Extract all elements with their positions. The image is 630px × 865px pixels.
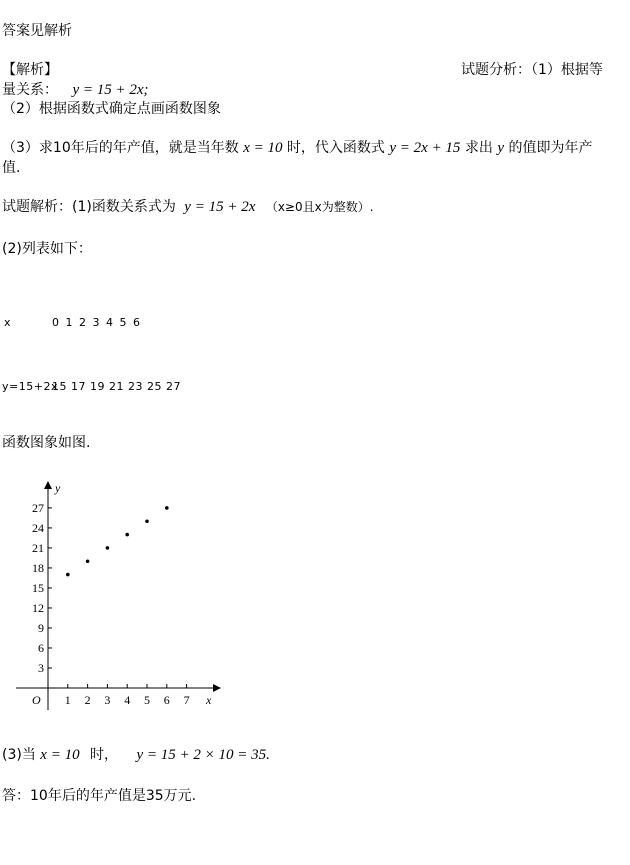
data-point bbox=[165, 506, 169, 510]
table-row-x-values: 0 1 2 3 4 5 6 bbox=[52, 316, 141, 329]
y-tick-label: 21 bbox=[32, 540, 44, 555]
final-answer: 答：10年后的年产值是35万元. bbox=[2, 788, 197, 804]
analysis-line-4-d: 的值即为年产 bbox=[508, 140, 593, 156]
table-row-x-label: x bbox=[4, 316, 12, 329]
y-tick-label: 9 bbox=[38, 620, 44, 635]
analysis-line-4-c: 求出 bbox=[464, 140, 493, 156]
analysis-intro: 试题分析：（1）根据等 bbox=[461, 62, 603, 78]
data-point bbox=[86, 559, 90, 563]
function-graph bbox=[0, 470, 260, 720]
analysis-line-4-math-1: x = 10 bbox=[243, 140, 283, 156]
analysis-line-4-a: （3）求10年后的年产值，就是当年数 bbox=[2, 140, 239, 156]
analysis-line-4-math-3: y bbox=[497, 140, 505, 156]
data-point bbox=[145, 519, 149, 523]
answer-heading: 答案见解析 bbox=[2, 23, 72, 39]
solution-line bbox=[2, 196, 374, 216]
y-tick-label: 27 bbox=[32, 500, 44, 515]
analysis-line-2-text: 量关系： bbox=[2, 82, 58, 98]
data-point bbox=[106, 546, 110, 550]
table-intro: (2)列表如下： bbox=[2, 241, 92, 257]
y-tick-label: 12 bbox=[32, 600, 44, 615]
solution-intro: 试题解析：(1)函数关系式为 bbox=[2, 199, 176, 215]
analysis-line-3: （2）根据函数式确定点画函数图象 bbox=[2, 101, 221, 117]
x-axis-label: x bbox=[206, 693, 212, 707]
solution-formula: y = 15 + 2x bbox=[184, 199, 256, 215]
data-point bbox=[125, 533, 129, 537]
origin-label: O bbox=[32, 693, 41, 707]
analysis-line-4-math-2: y = 2x + 15 bbox=[389, 140, 461, 156]
y-tick-label: 18 bbox=[32, 560, 44, 575]
solution-condition: （x≥0且x为整数）. bbox=[265, 200, 374, 214]
part3-line bbox=[2, 744, 270, 764]
y-axis-label: y bbox=[55, 481, 61, 495]
x-tick-label: 6 bbox=[163, 693, 170, 707]
data-point bbox=[66, 573, 70, 577]
analysis-line-4-b: 时，代入函数式 bbox=[286, 140, 385, 156]
y-tick-label: 24 bbox=[32, 520, 44, 535]
x-tick-label: 3 bbox=[104, 693, 111, 707]
analysis-line-2 bbox=[2, 79, 149, 99]
x-tick-label: 5 bbox=[144, 693, 150, 707]
x-tick-label: 7 bbox=[183, 693, 190, 707]
y-tick-label: 6 bbox=[38, 640, 44, 655]
part3-mid: 时， bbox=[90, 747, 119, 763]
table-row-y-label: y=15+2x bbox=[2, 380, 58, 393]
graph-caption: 函数图象如图. bbox=[2, 435, 91, 451]
x-tick-label: 1 bbox=[64, 693, 71, 707]
analysis-line-5: 值. bbox=[2, 160, 21, 176]
analysis-label: 【解析】 bbox=[2, 62, 58, 78]
y-tick-label: 3 bbox=[38, 660, 44, 675]
part3-math-2: y = 15 + 2 × 10 = 35. bbox=[136, 747, 270, 763]
table-row-y-values: 15 17 19 21 23 25 27 bbox=[52, 380, 181, 393]
x-tick-label: 4 bbox=[124, 693, 131, 707]
analysis-line-4 bbox=[2, 137, 592, 157]
part3-math-1: x = 10 bbox=[40, 747, 80, 763]
y-tick-label: 15 bbox=[32, 580, 44, 595]
x-tick-label: 2 bbox=[84, 693, 91, 707]
part3-prefix: (3)当 bbox=[2, 747, 36, 763]
analysis-formula: y = 15 + 2x; bbox=[72, 82, 149, 98]
